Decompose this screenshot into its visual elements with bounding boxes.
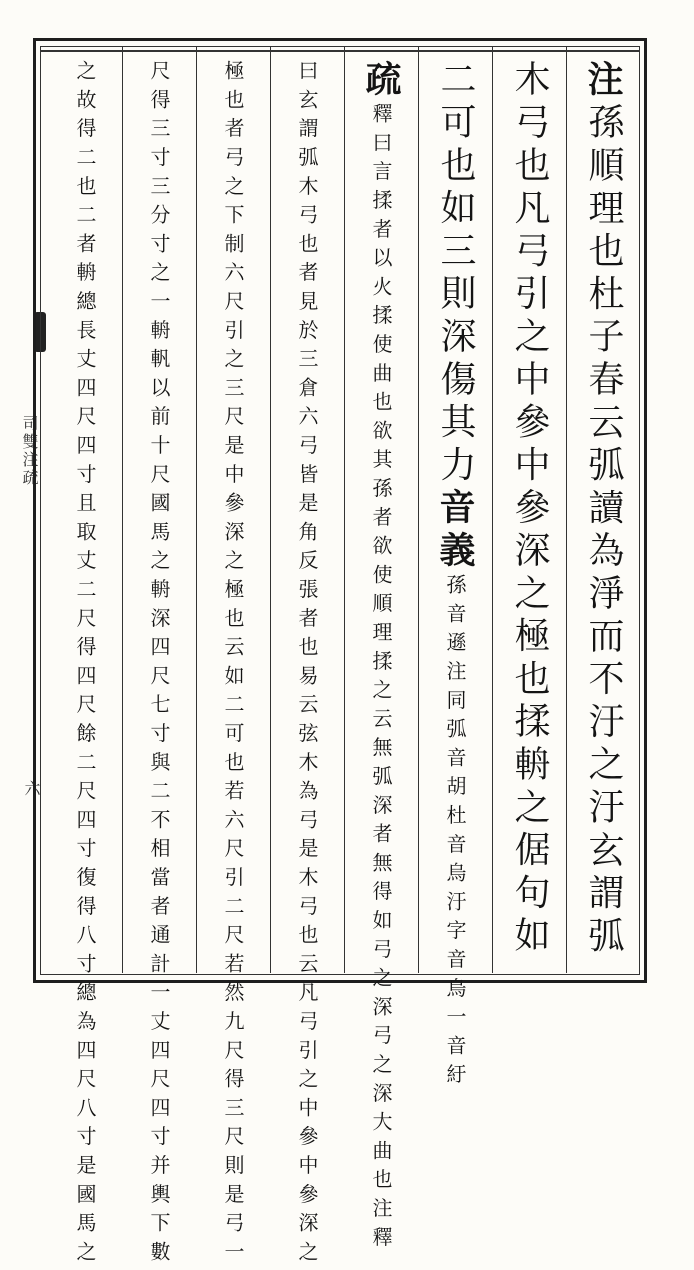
column-rule	[566, 47, 567, 973]
commentary-text: 曰玄謂弧木弓也者見於三倉六弓皆是角反張者也易云弦木為弓是木弓也云凡弓引之中參中參深之	[295, 60, 319, 1270]
section-marker: 音義	[434, 488, 476, 574]
column-rule	[344, 47, 345, 973]
top-rule	[40, 50, 640, 52]
text-column	[510, 60, 548, 959]
section-marker: 疏	[360, 60, 402, 103]
commentary-text: 釋曰言揉者以火揉使曲也欲其孫者欲使順理揉之云無弧深者無得如弓之深弓之深大曲也注釋	[369, 102, 393, 1255]
commentary-text: 尺得三寸三分寸之一輈軓以前十尺國馬之輈深四尺七寸與二不相當者通計一丈四尺四寸并輿下數	[147, 60, 171, 1270]
main-text: 孫順理也杜子春云弧讀為淨而不汙之汙玄謂弧	[583, 102, 624, 959]
commentary-text: 之故得二也二者輈總長丈四尺四寸且取丈二尺得四尺餘二尺四寸復得八寸總為四尺八寸是國馬之	[73, 60, 97, 1270]
section-marker: 注	[582, 60, 624, 103]
main-text: 二可也如三則深傷其力	[435, 60, 476, 488]
column-rule	[492, 47, 493, 973]
text-column	[584, 60, 622, 959]
page-border-inner	[40, 46, 640, 975]
main-text: 木弓也凡弓引之中參中參深之極也揉輈之倨句如	[509, 60, 550, 959]
margin-leaf-number: 六	[22, 780, 41, 796]
text-column	[362, 60, 400, 1255]
commentary-text: 孫音遜注同弧音胡杜音烏汙字音烏一音紆	[443, 573, 467, 1093]
column-rule	[418, 47, 419, 973]
text-column	[288, 60, 326, 1270]
column-rule	[270, 47, 271, 973]
text-column	[140, 60, 178, 1270]
margin-title: 司雙注疏	[20, 415, 39, 487]
text-column	[214, 60, 252, 1270]
text-column	[66, 60, 104, 1270]
text-column	[436, 60, 474, 1092]
column-rule	[122, 47, 123, 973]
commentary-text: 極也者弓之下制六尺引之三尺是中參深之極也云如二可也若六尺引二尺若然九尺得三尺則是弓一	[221, 60, 245, 1270]
column-rule	[196, 47, 197, 973]
